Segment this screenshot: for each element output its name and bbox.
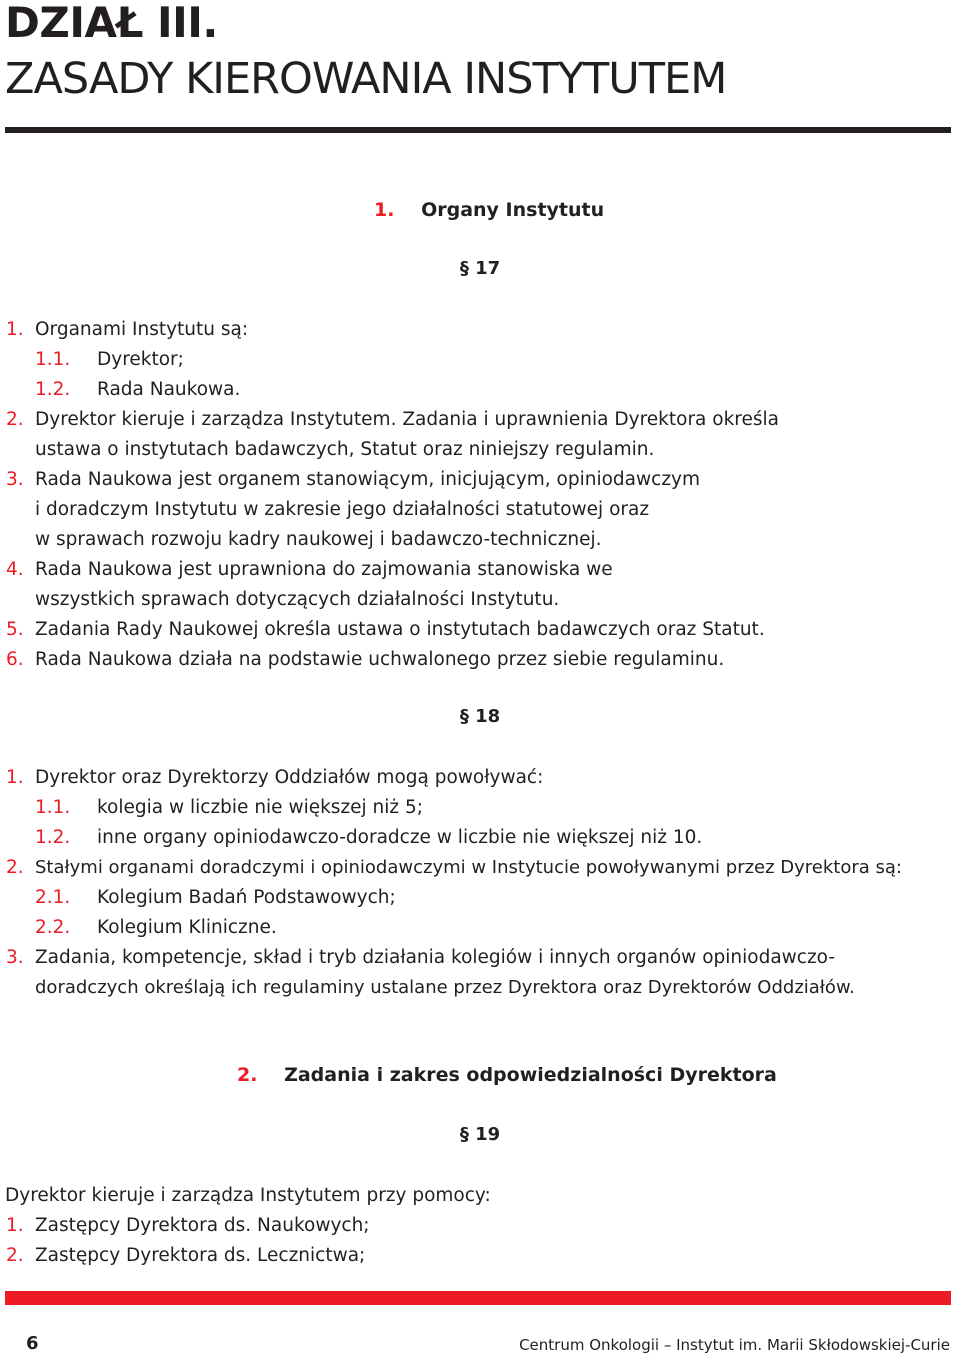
list-item-number: 2.1.: [35, 887, 71, 908]
footer-divider: [5, 1291, 951, 1305]
list-item-number: 1.1.: [35, 349, 71, 370]
list-item-number: 6.: [6, 649, 24, 670]
list-item-text: i doradczym Instytutu w zakresie jego działalności statutowej oraz: [35, 499, 650, 520]
list-item-text: Dyrektor kieruje i zarządza Instytutem. Zadania i uprawnienia Dyrektora określa: [35, 409, 780, 430]
paragraph-19-list: [0, 1184, 960, 1274]
paragraph-19-label: § 19: [459, 1124, 501, 1145]
list-item-number: 1.: [6, 1215, 24, 1236]
section-2-title: Zadania i zakres odpowiedzialności Dyrektora: [284, 1064, 777, 1086]
list-item-number: 2.: [6, 857, 24, 878]
header-divider: [5, 127, 951, 133]
list-item-text: Kolegium Badań Podstawowych;: [97, 887, 396, 908]
list-item-number: 5.: [6, 619, 24, 640]
section-1-heading: [374, 198, 604, 222]
section-1-title: Organy Instytutu: [421, 199, 605, 221]
list-item-text: Stałymi organami doradczymi i opiniodawczymi w Instytucie powoływanymi przez Dyrektora są:: [35, 857, 902, 878]
list-item-text: Zadania, kompetencje, skład i tryb działania kolegiów i innych organów opiniodawczo-: [35, 947, 836, 968]
list-item-text: wszystkich sprawach dotyczących działalności Instytutu.: [35, 589, 560, 610]
paragraph-18-label: § 18: [459, 706, 501, 727]
list-item-number: 1.1.: [35, 797, 71, 818]
list-item-text: ustawa o instytutach badawczych, Statut oraz niniejszy regulamin.: [35, 439, 655, 460]
section-2-heading: [237, 1063, 777, 1087]
list-item-number: 4.: [6, 559, 24, 580]
page-title: DZIAŁ III.: [5, 0, 218, 47]
list-item-number: 3.: [6, 947, 24, 968]
section-1-number: 1.: [374, 199, 395, 221]
list-item-number: 3.: [6, 469, 24, 490]
list-item-text: Rada Naukowa działa na podstawie uchwalonego przez siebie regulaminu.: [35, 649, 725, 670]
list-item-number: 1.: [6, 319, 24, 340]
list-item-number: 2.: [6, 1245, 24, 1266]
list-item-number: 1.: [6, 767, 24, 788]
paragraph-17-label: § 17: [459, 258, 501, 279]
list-item-text: Rada Naukowa jest uprawniona do zajmowania stanowiska we: [35, 559, 613, 580]
list-item-text: Dyrektor oraz Dyrektorzy Oddziałów mogą powoływać:: [35, 767, 544, 788]
list-item-text: Zadania Rady Naukowej określa ustawa o instytutach badawczych oraz Statut.: [35, 619, 765, 640]
list-item-text: Rada Naukowa.: [97, 379, 241, 400]
list-item-number: 2.2.: [35, 917, 71, 938]
list-item-text: inne organy opiniodawczo-doradcze w liczbie nie większej niż 10.: [97, 827, 703, 848]
list-item-text: Zastępcy Dyrektora ds. Lecznictwa;: [35, 1245, 366, 1266]
paragraph-17-list: [0, 318, 960, 678]
list-item-text: kolegia w liczbie nie większej niż 5;: [97, 797, 424, 818]
list-item-text: Kolegium Kliniczne.: [97, 917, 277, 938]
paragraph-18-list: [0, 766, 960, 1006]
page-number: 6: [26, 1333, 39, 1354]
paragraph-intro: Dyrektor kieruje i zarządza Instytutem przy pomocy:: [5, 1185, 491, 1206]
list-item-text: doradczych określają ich regulaminy ustalane przez Dyrektora oraz Dyrektorów Oddziałów.: [35, 977, 855, 998]
footer-institution: Centrum Onkologii – Instytut im. Marii Skłodowskiej-Curie: [519, 1336, 950, 1354]
page-subtitle: ZASADY KIEROWANIA INSTYTUTEM: [5, 54, 727, 104]
list-item-number: 2.: [6, 409, 24, 430]
list-item-number: 1.2.: [35, 827, 71, 848]
section-2-number: 2.: [237, 1064, 258, 1086]
list-item-number: 1.2.: [35, 379, 71, 400]
list-item-text: Rada Naukowa jest organem stanowiącym, inicjującym, opiniodawczym: [35, 469, 700, 490]
list-item-text: Zastępcy Dyrektora ds. Naukowych;: [35, 1215, 370, 1236]
list-item-text: Dyrektor;: [97, 349, 184, 370]
list-item-text: Organami Instytutu są:: [35, 319, 249, 340]
list-item-text: w sprawach rozwoju kadry naukowej i badawczo-technicznej.: [35, 529, 602, 550]
